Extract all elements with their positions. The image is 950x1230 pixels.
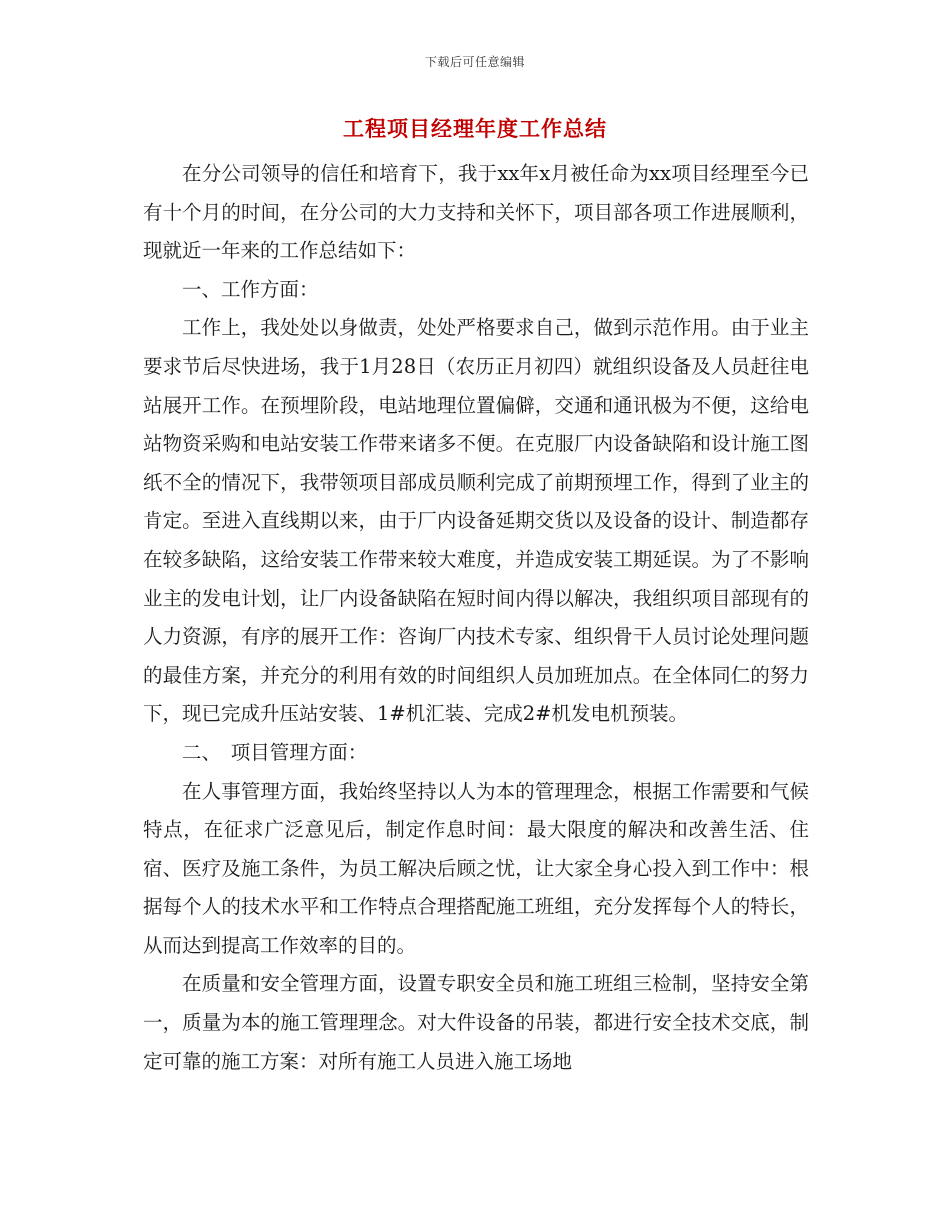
paragraph-intro: 在分公司领导的信任和培育下，我于xx年x月被任命为xx项目经理至今已有十个月的时间，在分公司的大力支持和关怀下，项目部各项工作进展顺利，现就近一年来的工作总结如下：: [143, 162, 809, 263]
document-title: 工程项目经理年度工作总结: [343, 116, 607, 141]
paragraph-personnel: 在人事管理方面，我始终坚持以人为本的管理理念，根据工作需要和气候特点，在征求广泛意见后，制定作息时间：最大限度的解决和改善生活、住宿、医疗及施工条件，为员工解决后顾之忧，让大家全身心投入到工作中：根据每个人的技术水平和工作特点合理搭配施工班组，充分发挥每个人的特长，从而达到提高工作效率的目的。: [143, 779, 809, 957]
section-heading-management: 二、 项目管理方面：: [182, 740, 368, 764]
paragraph-work: 工作上，我处处以身做责，处处严格要求自己，做到示范作用。由于业主要求节后尽快进场，我于1月28日（农历正月初四）就组织设备及人员赶往电站展开工作。在预埋阶段，电站地理位置偏僻，交通和通讯极为不便，这给电站物资采购和电站安装工作带来诸多不便。在克服厂内设备缺陷和设计施工图纸不全的情况下，我带领项目部成员顺利完成了前期预埋工作，得到了业主的肯定。至进入直线期以来，由于厂内设备延期交货以及设备的设计、制造都存在较多缺陷，这给安装工作带来较大难度，并造成安装工期延误。为了不影响业主的发电计划，让厂内设备缺陷在短时间内得以解决，我组织项目部现有的人力资源，有序的展开工作：咨询厂内技术专家、组织骨干人员讨论处理问题的最佳方案，并充分的利用有效的时间组织人员加班加点。在全体同仁的努力下，现已完成升压站安装、1#机汇装、完成2#机发电机预装。: [143, 316, 809, 726]
paragraph-quality-safety: 在质量和安全管理方面，设置专职安全员和施工班组三检制，坚持安全第一，质量为本的施工管理理念。对大件设备的吊装，都进行安全技术交底，制定可靠的施工方案：对所有施工人员进入施工场地: [143, 972, 809, 1073]
header-note: 下载后可任意编辑: [424, 55, 525, 69]
document-body: [143, 155, 809, 1081]
section-heading-work: 一、工作方面：: [182, 277, 319, 301]
